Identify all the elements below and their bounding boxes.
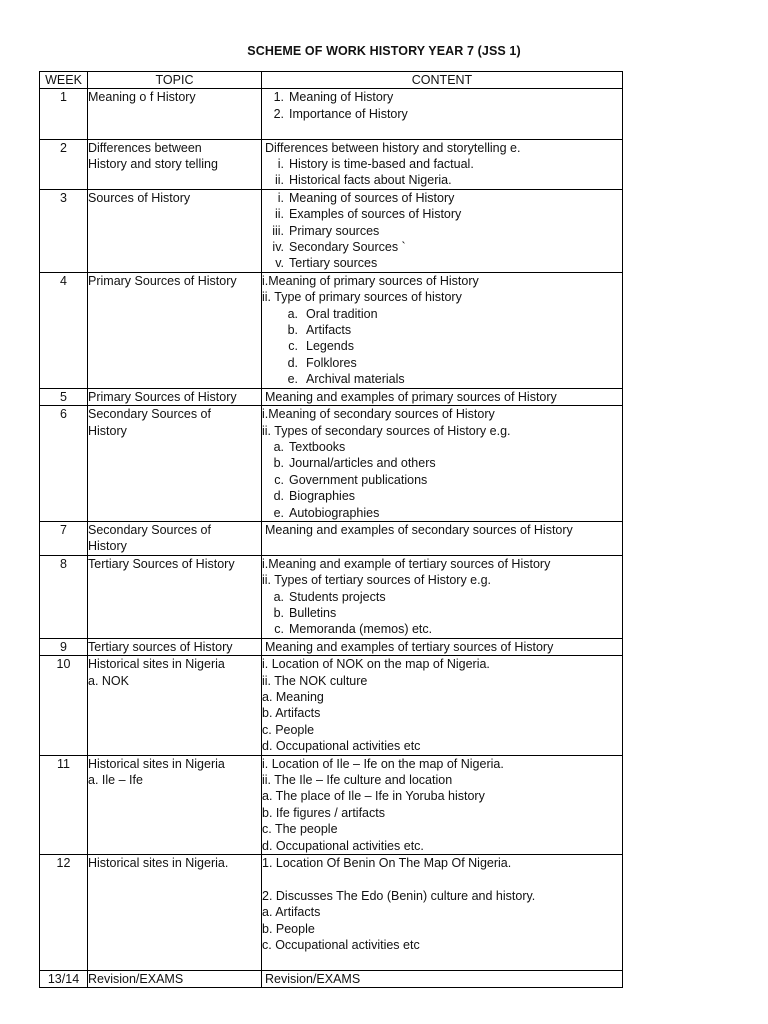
content-line: i. Location of Ile – Ife on the map of Nigeria. xyxy=(262,756,504,771)
table-header-row xyxy=(40,72,623,89)
content-line: i.Meaning of secondary sources of History xyxy=(262,407,495,422)
content-header: CONTENT xyxy=(262,72,623,89)
list-marker: a. xyxy=(273,439,284,454)
content-line: b. People xyxy=(262,921,315,936)
topic-line: Secondary Sources of xyxy=(88,522,211,537)
content-line xyxy=(262,589,622,605)
content-line xyxy=(262,239,622,255)
list-marker: ii. xyxy=(274,207,284,222)
content-cell xyxy=(262,755,623,854)
content-line xyxy=(262,106,622,122)
list-marker: b. xyxy=(287,323,298,338)
topic-line: Sources of History xyxy=(88,190,191,205)
content-line: b. Artifacts xyxy=(262,706,321,721)
list-marker: ii. xyxy=(274,173,284,188)
content-line xyxy=(262,621,622,637)
list-item-text: Government publications xyxy=(289,472,428,487)
content-line xyxy=(262,371,622,387)
week-cell: 9 xyxy=(40,638,88,655)
week-header: WEEK xyxy=(40,72,88,89)
content-line: i.Meaning and example of tertiary sources of History xyxy=(262,556,551,571)
topic-header: TOPIC xyxy=(88,72,262,89)
content-line xyxy=(262,605,622,621)
blank-line xyxy=(262,871,622,887)
list-item-text: Autobiographies xyxy=(289,505,380,520)
topic-line: a. NOK xyxy=(88,673,129,688)
list-marker: 1. xyxy=(273,90,284,105)
topic-cell xyxy=(88,406,262,522)
table-row xyxy=(40,555,623,638)
list-item-text: Journal/articles and others xyxy=(289,456,436,471)
content-line: Meaning and examples of primary sources of History xyxy=(265,389,557,404)
content-line xyxy=(262,488,622,504)
content-line xyxy=(262,322,622,338)
content-line: i.Meaning of primary sources of History xyxy=(262,273,479,288)
topic-line: Historical sites in Nigeria. xyxy=(88,856,229,871)
list-item-text: Importance of History xyxy=(289,106,408,121)
week-cell: 6 xyxy=(40,406,88,522)
topic-line: Tertiary sources of History xyxy=(88,639,233,654)
content-line: Meaning and examples of tertiary sources of History xyxy=(265,639,554,654)
list-marker: v. xyxy=(275,256,284,271)
list-item-text: Tertiary sources xyxy=(289,256,378,271)
topic-cell xyxy=(88,555,262,638)
list-item-text: Bulletins xyxy=(289,605,337,620)
topic-cell xyxy=(88,970,262,987)
content-line: Differences between history and storytelling e. xyxy=(265,140,521,155)
content-line xyxy=(262,206,622,222)
document-title: SCHEME OF WORK HISTORY YEAR 7 (JSS 1) xyxy=(247,44,521,58)
list-marker: b. xyxy=(273,456,284,471)
topic-cell xyxy=(88,189,262,272)
content-line xyxy=(262,505,622,521)
list-marker: 2. xyxy=(273,106,284,121)
content-line: a. Meaning xyxy=(262,690,324,705)
table-row xyxy=(40,521,623,555)
topic-line: Secondary Sources of xyxy=(88,407,211,422)
list-marker: d. xyxy=(287,355,298,370)
topic-cell xyxy=(88,638,262,655)
content-line: Meaning and examples of secondary sources of History xyxy=(265,522,573,537)
content-line: c. People xyxy=(262,722,315,737)
list-item-text: Archival materials xyxy=(306,372,405,387)
content-cell xyxy=(262,272,623,388)
topic-cell xyxy=(88,388,262,405)
content-line: 2. Discusses The Edo (Benin) culture and history. xyxy=(262,888,536,903)
week-cell: 3 xyxy=(40,189,88,272)
topic-line: Historical sites in Nigeria xyxy=(88,756,225,771)
content-line xyxy=(262,338,622,354)
topic-line: Differences between xyxy=(88,140,202,155)
content-line: d. Occupational activities etc xyxy=(262,739,421,754)
week-cell: 2 xyxy=(40,139,88,189)
content-line: d. Occupational activities etc. xyxy=(262,838,424,853)
table-row xyxy=(40,755,623,854)
week-cell: 1 xyxy=(40,89,88,139)
list-marker: c. xyxy=(288,339,298,354)
content-line xyxy=(262,439,622,455)
topic-line: History xyxy=(88,539,127,554)
topic-line: History and story telling xyxy=(88,157,218,172)
content-cell xyxy=(262,139,623,189)
content-cell xyxy=(262,970,623,987)
content-line: Revision/EXAMS xyxy=(265,971,361,986)
list-item-text: Primary sources xyxy=(289,223,380,238)
table-row xyxy=(40,139,623,189)
content-line xyxy=(262,190,622,206)
content-line xyxy=(262,306,622,322)
topic-line: Primary Sources of History xyxy=(88,389,237,404)
table-row xyxy=(40,388,623,405)
topic-line: Revision/EXAMS xyxy=(88,971,184,986)
table-row xyxy=(40,189,623,272)
content-cell xyxy=(262,89,623,139)
list-item-text: Legends xyxy=(306,339,354,354)
topic-line: Primary Sources of History xyxy=(88,273,237,288)
content-line: c. Occupational activities etc xyxy=(262,938,420,953)
topic-line: Tertiary Sources of History xyxy=(88,556,235,571)
content-cell xyxy=(262,656,623,755)
list-item-text: Secondary Sources ` xyxy=(289,240,406,255)
list-item-text: Oral tradition xyxy=(306,306,378,321)
list-item-text: Historical facts about Nigeria. xyxy=(289,173,452,188)
content-line: b. Ife figures / artifacts xyxy=(262,805,385,820)
table-row xyxy=(40,656,623,755)
content-line xyxy=(262,223,622,239)
table-row xyxy=(40,970,623,987)
list-marker: i. xyxy=(277,157,284,172)
table-row xyxy=(40,272,623,388)
table-row xyxy=(40,855,623,971)
list-item-text: Artifacts xyxy=(306,323,352,338)
week-cell: 4 xyxy=(40,272,88,388)
topic-cell xyxy=(88,855,262,971)
list-item-text: Folklores xyxy=(306,355,357,370)
content-cell xyxy=(262,638,623,655)
list-marker: e. xyxy=(273,505,284,520)
week-cell: 7 xyxy=(40,521,88,555)
topic-cell xyxy=(88,139,262,189)
content-cell xyxy=(262,521,623,555)
content-line xyxy=(262,355,622,371)
list-item-text: Examples of sources of History xyxy=(289,207,462,222)
topic-cell xyxy=(88,89,262,139)
topic-cell xyxy=(88,521,262,555)
list-item-text: History is time-based and factual. xyxy=(289,157,474,172)
list-item-text: Biographies xyxy=(289,489,356,504)
week-cell: 13/14 xyxy=(40,970,88,987)
table-row xyxy=(40,406,623,522)
topic-cell xyxy=(88,272,262,388)
content-line xyxy=(262,89,622,105)
list-marker: iv. xyxy=(272,240,284,255)
content-line xyxy=(262,172,622,188)
blank-line xyxy=(262,954,622,970)
list-marker: e. xyxy=(287,372,298,387)
week-cell: 5 xyxy=(40,388,88,405)
content-cell xyxy=(262,855,623,971)
week-cell: 11 xyxy=(40,755,88,854)
content-line xyxy=(262,472,622,488)
list-item-text: Meaning of History xyxy=(289,90,394,105)
content-line: ii. Types of secondary sources of History e.g. xyxy=(262,423,511,438)
list-marker: c. xyxy=(274,472,284,487)
list-marker: d. xyxy=(273,489,284,504)
scheme-table xyxy=(39,71,623,988)
list-item-text: Meaning of sources of History xyxy=(289,190,455,205)
content-line xyxy=(262,255,622,271)
topic-line: a. Ile – Ife xyxy=(88,773,143,788)
topic-line: History xyxy=(88,423,127,438)
topic-line: Historical sites in Nigeria xyxy=(88,657,225,672)
week-cell: 10 xyxy=(40,656,88,755)
table-body xyxy=(40,89,623,988)
list-marker: b. xyxy=(273,605,284,620)
blank-line xyxy=(262,122,622,138)
content-line: a. Artifacts xyxy=(262,905,321,920)
content-cell xyxy=(262,555,623,638)
list-marker: c. xyxy=(274,622,284,637)
topic-line: Meaning o f History xyxy=(88,90,196,105)
list-marker: iii. xyxy=(272,223,284,238)
week-cell: 12 xyxy=(40,855,88,971)
content-line: a. The place of Ile – Ife in Yoruba history xyxy=(262,789,485,804)
list-item-text: Memoranda (memos) etc. xyxy=(289,622,433,637)
list-marker: a. xyxy=(287,306,298,321)
content-line: i. Location of NOK on the map of Nigeria. xyxy=(262,657,490,672)
content-cell xyxy=(262,406,623,522)
table-row xyxy=(40,89,623,139)
content-line: ii. Type of primary sources of history xyxy=(262,290,462,305)
content-line: c. The people xyxy=(262,822,338,837)
content-line xyxy=(262,156,622,172)
table-row xyxy=(40,638,623,655)
list-marker: i. xyxy=(277,190,284,205)
content-line: ii. Types of tertiary sources of History e.g. xyxy=(262,573,492,588)
topic-cell xyxy=(88,656,262,755)
content-line: ii. The NOK culture xyxy=(262,673,368,688)
week-cell: 8 xyxy=(40,555,88,638)
list-item-text: Students projects xyxy=(289,589,386,604)
content-cell xyxy=(262,189,623,272)
topic-cell xyxy=(88,755,262,854)
content-line: 1. Location Of Benin On The Map Of Nigeria. xyxy=(262,856,512,871)
content-cell xyxy=(262,388,623,405)
list-marker: a. xyxy=(273,589,284,604)
content-line: ii. The Ile – Ife culture and location xyxy=(262,773,453,788)
list-item-text: Textbooks xyxy=(289,439,346,454)
content-line xyxy=(262,455,622,471)
